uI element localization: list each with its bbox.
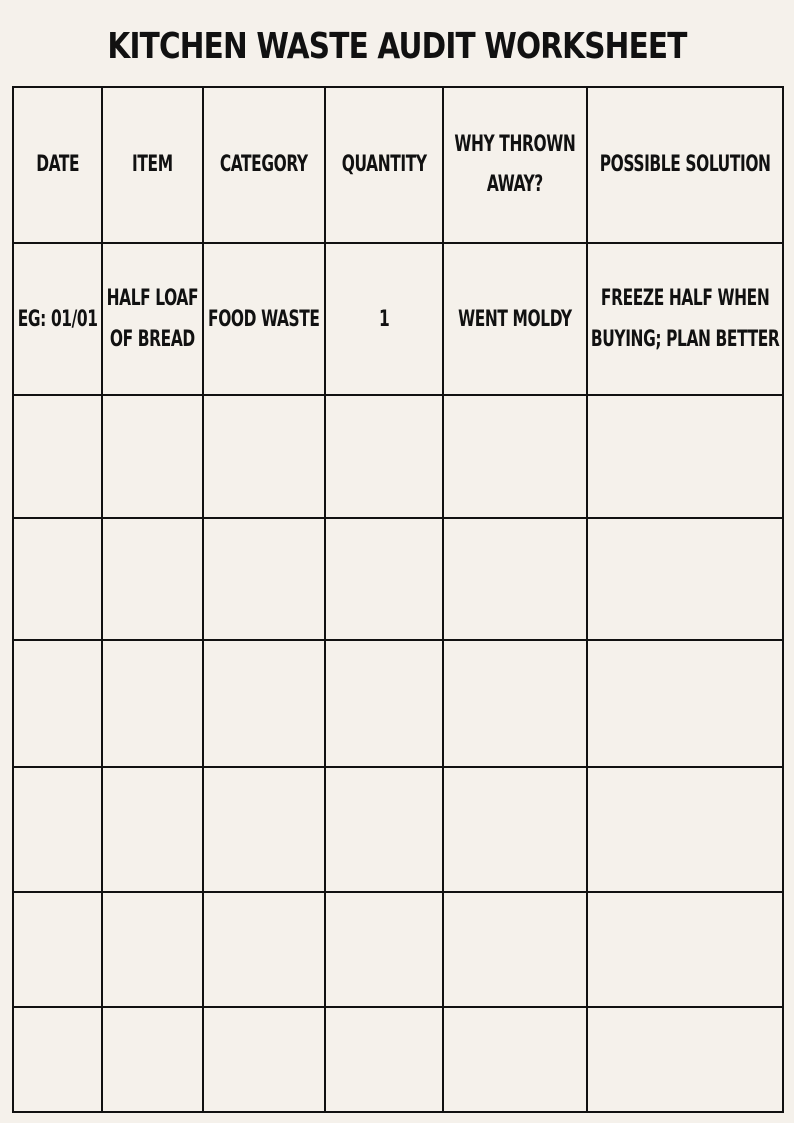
blank-item-cell[interactable]: [102, 767, 203, 892]
blank-item-cell[interactable]: [102, 395, 203, 518]
blank-quantity-cell[interactable]: [325, 767, 443, 892]
example-row: [13, 243, 783, 395]
blank-row: [13, 892, 783, 1007]
waste-audit-table: [12, 86, 784, 1113]
blank-solution-cell[interactable]: [587, 640, 783, 767]
blank-solution-cell[interactable]: [587, 1007, 783, 1112]
blank-why-cell[interactable]: [443, 518, 587, 640]
blank-item-cell[interactable]: [102, 640, 203, 767]
blank-category-cell[interactable]: [203, 1007, 325, 1112]
column-header-quantity: QUANTITY: [325, 87, 443, 243]
blank-date-cell[interactable]: [13, 395, 102, 518]
blank-row: [13, 518, 783, 640]
column-header-possible-solution: POSSIBLE SOLUTION: [587, 87, 783, 243]
blank-date-cell[interactable]: [13, 518, 102, 640]
column-header-date: DATE: [13, 87, 102, 243]
page-title: KITCHEN WASTE AUDIT WORKSHEET: [107, 26, 687, 67]
blank-row: [13, 767, 783, 892]
blank-item-cell[interactable]: [102, 1007, 203, 1112]
blank-quantity-cell[interactable]: [325, 892, 443, 1007]
example-item-cell: HALF LOAF OF BREAD: [102, 243, 203, 395]
blank-date-cell[interactable]: [13, 1007, 102, 1112]
blank-why-cell[interactable]: [443, 767, 587, 892]
blank-row: [13, 1007, 783, 1112]
blank-why-cell[interactable]: [443, 395, 587, 518]
blank-date-cell[interactable]: [13, 640, 102, 767]
blank-row: [13, 640, 783, 767]
column-header-item: ITEM: [102, 87, 203, 243]
blank-solution-cell[interactable]: [587, 892, 783, 1007]
blank-quantity-cell[interactable]: [325, 640, 443, 767]
blank-quantity-cell[interactable]: [325, 1007, 443, 1112]
example-solution-cell: FREEZE HALF WHEN BUYING; PLAN BETTER: [587, 243, 783, 395]
column-header-why-thrown-away: WHY THROWN AWAY?: [443, 87, 587, 243]
blank-why-cell[interactable]: [443, 892, 587, 1007]
blank-solution-cell[interactable]: [587, 395, 783, 518]
blank-why-cell[interactable]: [443, 640, 587, 767]
header-row: [13, 87, 783, 243]
example-category-cell: FOOD WASTE: [203, 243, 325, 395]
blank-category-cell[interactable]: [203, 892, 325, 1007]
blank-rows: [13, 395, 783, 1112]
blank-solution-cell[interactable]: [587, 767, 783, 892]
blank-category-cell[interactable]: [203, 767, 325, 892]
blank-quantity-cell[interactable]: [325, 518, 443, 640]
blank-quantity-cell[interactable]: [325, 395, 443, 518]
blank-date-cell[interactable]: [13, 892, 102, 1007]
blank-date-cell[interactable]: [13, 767, 102, 892]
blank-row: [13, 395, 783, 518]
example-quantity-cell: 1: [325, 243, 443, 395]
blank-category-cell[interactable]: [203, 640, 325, 767]
blank-item-cell[interactable]: [102, 892, 203, 1007]
blank-why-cell[interactable]: [443, 1007, 587, 1112]
blank-solution-cell[interactable]: [587, 518, 783, 640]
example-why-cell: WENT MOLDY: [443, 243, 587, 395]
blank-category-cell[interactable]: [203, 395, 325, 518]
example-date-cell: EG: 01/01: [13, 243, 102, 395]
column-header-category: CATEGORY: [203, 87, 325, 243]
blank-category-cell[interactable]: [203, 518, 325, 640]
blank-item-cell[interactable]: [102, 518, 203, 640]
